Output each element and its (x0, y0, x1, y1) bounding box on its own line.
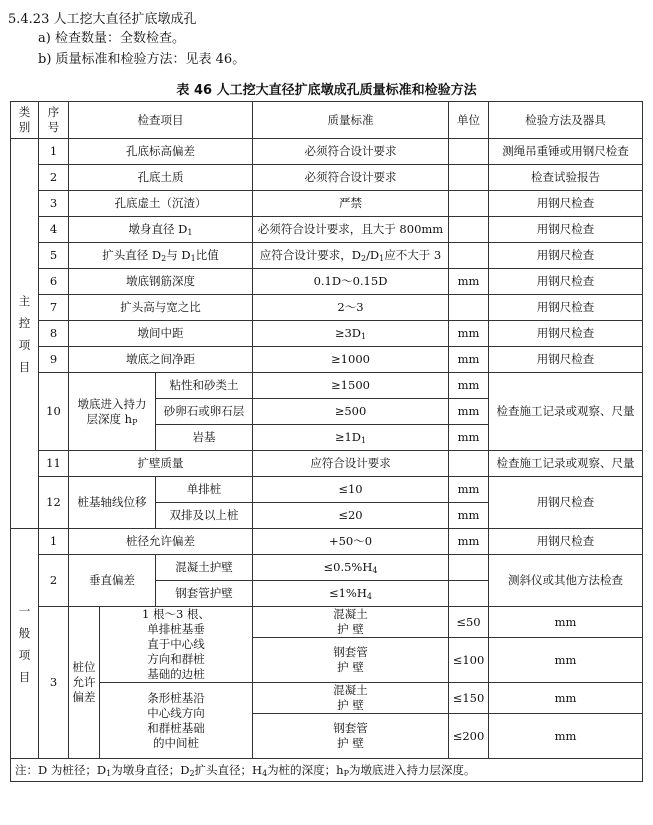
sub-item-cell: 混凝土 护 壁 (253, 683, 449, 714)
method-cell: 检查试验报告 (489, 165, 643, 191)
unit-cell: mm (449, 477, 489, 503)
unit-cell: mm (489, 607, 643, 638)
subscript: 4 (366, 592, 372, 601)
note-text: 注：D 为桩径；D (15, 762, 107, 777)
table-header-row (11, 102, 643, 139)
method-cell: 用钢尺检查 (489, 269, 643, 295)
method-cell: 用钢尺检查 (489, 347, 643, 373)
standard-cell: 必须符合设计要求 (253, 165, 449, 191)
unit-cell (449, 581, 489, 607)
subscript: P (343, 768, 349, 778)
note-text: 扩头直径；H (194, 762, 263, 777)
standard-cell: 必须符合设计要求，且大于 800mm (253, 217, 449, 243)
method-cell: 检查施工记录或观察、尺量 (489, 451, 643, 477)
item-text: 扩头直径 D (102, 248, 162, 262)
method-cell: 测绳吊重锤或用钢尺检查 (489, 139, 643, 165)
table-row (11, 451, 643, 477)
standard-cell: ≤20 (253, 503, 449, 529)
table-row (11, 295, 643, 321)
item-cell (69, 243, 253, 269)
unit-cell (449, 139, 489, 165)
item-cell: 扩壁质量 (69, 451, 253, 477)
item-text: 与 D (166, 248, 191, 262)
note-text: 为墩身直径；D (111, 762, 190, 777)
method-cell: 用钢尺检查 (489, 321, 643, 347)
standard-text: ≥3D (334, 326, 362, 340)
item-cell (69, 373, 156, 451)
sub-item-cell: 钢套管护壁 (156, 581, 253, 607)
seq-cell: 7 (39, 295, 69, 321)
table-note (11, 759, 643, 782)
method-cell: 测斜仪或其他方法检查 (489, 555, 643, 607)
seq-cell: 1 (39, 529, 69, 555)
table-row (11, 139, 643, 165)
unit-cell: mm (489, 683, 643, 714)
unit-cell: mm (449, 269, 489, 295)
standard-cell: 应符合设计要求 (253, 451, 449, 477)
subscript: 1 (190, 254, 196, 263)
seq-cell: 5 (39, 243, 69, 269)
category-general: 一 般 项 目 (11, 529, 39, 759)
standard-cell (253, 321, 449, 347)
standard-cell: ≤200 (449, 714, 489, 759)
unit-cell: mm (449, 529, 489, 555)
item-cell: 孔底虚土（沉渣） (69, 191, 253, 217)
sub-item-cell: 砂卵石或卵石层 (156, 399, 253, 425)
item-text: 墩底进入持力 层深度 h (77, 396, 147, 426)
standard-cell (253, 581, 449, 607)
seq-cell: 9 (39, 347, 69, 373)
standard-cell: ≥500 (253, 399, 449, 425)
subscript: 1 (106, 768, 112, 778)
standard-cell (253, 555, 449, 581)
item-cell: 桩基轴线位移 (69, 477, 156, 529)
header-standard: 质量标准 (253, 102, 449, 139)
unit-cell: mm (449, 347, 489, 373)
section-heading: 5.4.23 人工挖大直径扩底墩成孔 (8, 12, 197, 27)
unit-cell: mm (449, 425, 489, 451)
unit-cell (449, 191, 489, 217)
unit-cell (449, 217, 489, 243)
seq-cell: 6 (39, 269, 69, 295)
method-cell: 用钢尺检查 (489, 217, 643, 243)
seq-cell: 10 (39, 373, 69, 451)
unit-cell (449, 555, 489, 581)
sub-item-cell: 岩基 (156, 425, 253, 451)
note-text: 为桩的深度；h (267, 762, 344, 777)
table-note-row (11, 759, 643, 782)
header-seq: 序 号 (39, 102, 69, 139)
sub-item-cell: 粘性和砂类土 (156, 373, 253, 399)
seq-cell: 4 (39, 217, 69, 243)
quality-standard-table (10, 101, 643, 782)
quality-standard-reference: b) 质量标准和检验方法：见表 46。 (38, 52, 246, 67)
header-unit: 单位 (449, 102, 489, 139)
standard-cell: ≤50 (449, 607, 489, 638)
unit-cell (449, 295, 489, 321)
method-cell: 用钢尺检查 (489, 295, 643, 321)
unit-cell: mm (449, 373, 489, 399)
sub-item-cell: 混凝土 护 壁 (253, 607, 449, 638)
subscript: 1 (361, 436, 367, 445)
item-cell: 墩底钢筋深度 (69, 269, 253, 295)
seq-cell: 8 (39, 321, 69, 347)
standard-text: 应不大于 3 (384, 248, 442, 262)
standard-cell: +50～0 (253, 529, 449, 555)
seq-cell: 12 (39, 477, 69, 529)
standard-cell (253, 425, 449, 451)
sub-item-cell: 钢套管 护 壁 (253, 714, 449, 759)
header-category: 类 别 (11, 102, 39, 139)
standard-text: 应符合设计要求，D (259, 248, 361, 262)
subscript: 1 (379, 254, 385, 263)
method-cell: 检查施工记录或观察、尺量 (489, 373, 643, 451)
standard-cell (253, 243, 449, 269)
table-row (11, 321, 643, 347)
note-text: 为墩底进入持力层深度。 (348, 762, 476, 777)
unit-cell (449, 243, 489, 269)
method-cell: 用钢尺检查 (489, 477, 643, 529)
standard-cell: ≥1000 (253, 347, 449, 373)
item-cell: 墩底之间净距 (69, 347, 253, 373)
item-cell: 桩径允许偏差 (69, 529, 253, 555)
unit-cell (449, 451, 489, 477)
subscript: 1 (361, 332, 367, 341)
subscript: 2 (189, 768, 195, 778)
method-cell: 用钢尺检查 (489, 529, 643, 555)
sub-item-cell: 混凝土护壁 (156, 555, 253, 581)
unit-cell: mm (489, 714, 643, 759)
unit-cell: mm (449, 399, 489, 425)
item-cell: 垂直偏差 (69, 555, 156, 607)
subscript: 2 (161, 254, 167, 263)
seq-cell: 11 (39, 451, 69, 477)
unit-cell: mm (489, 638, 643, 683)
sub-item-cell: 双排及以上桩 (156, 503, 253, 529)
unit-cell (449, 165, 489, 191)
standard-cell: 0.1D～0.15D (253, 269, 449, 295)
standard-cell: 严禁 (253, 191, 449, 217)
sub-item-cell: 单排桩 (156, 477, 253, 503)
item-cell (69, 217, 253, 243)
item-cell: 墩间中距 (69, 321, 253, 347)
method-cell: 用钢尺检查 (489, 243, 643, 269)
standard-cell: ≤10 (253, 477, 449, 503)
subscript: 4 (262, 768, 268, 778)
standard-text: ≤1%H (328, 586, 367, 600)
subscript: 1 (187, 228, 193, 237)
standard-cell: ≤150 (449, 683, 489, 714)
seq-cell: 2 (39, 555, 69, 607)
standard-cell: ≥1500 (253, 373, 449, 399)
table-row (11, 477, 643, 503)
item-cell: 孔底标高偏差 (69, 139, 253, 165)
table-row (11, 347, 643, 373)
table-caption: 表 46 人工挖大直径扩底墩成孔质量标准和检验方法 (176, 83, 477, 98)
standard-text: ≤0.5%H (323, 560, 373, 574)
seq-cell: 3 (39, 191, 69, 217)
unit-cell: mm (449, 503, 489, 529)
standard-cell: ≤100 (449, 638, 489, 683)
subscript: 4 (372, 566, 378, 575)
category-main-control: 主 控 项 目 (11, 139, 39, 529)
table-row (11, 243, 643, 269)
header-method: 检验方法及器具 (489, 102, 643, 139)
seq-cell: 1 (39, 139, 69, 165)
subscript: 2 (360, 254, 367, 263)
table-row (11, 529, 643, 555)
table-row (11, 165, 643, 191)
table-row (11, 373, 643, 399)
unit-cell: mm (449, 321, 489, 347)
table-row (11, 269, 643, 295)
standard-text: ≥1D (334, 430, 362, 444)
sub-group-cell: 条形桩基沿 中心线方向 和群桩基础 的中间桩 (100, 683, 253, 759)
seq-cell: 2 (39, 165, 69, 191)
item-cell: 桩位 允许 偏差 (69, 607, 100, 759)
standard-text: /D (366, 248, 380, 262)
sub-group-cell: 1 根～3 根、 单排桩基垂 直于中心线 方向和群桩 基础的边桩 (100, 607, 253, 683)
table-row (11, 191, 643, 217)
inspection-quantity: a) 检查数量：全数检查。 (38, 31, 185, 46)
table-row (11, 555, 643, 581)
table-row (11, 217, 643, 243)
subscript: P (132, 417, 138, 427)
item-text: 比值 (195, 248, 219, 262)
standard-cell: 2～3 (253, 295, 449, 321)
method-cell: 用钢尺检查 (489, 191, 643, 217)
item-text: 墩身直径 D (128, 222, 188, 236)
standard-cell: 必须符合设计要求 (253, 139, 449, 165)
header-item: 检查项目 (69, 102, 253, 139)
item-cell: 孔底土质 (69, 165, 253, 191)
item-cell: 扩头高与宽之比 (69, 295, 253, 321)
seq-cell: 3 (39, 607, 69, 759)
sub-item-cell: 钢套管 护 壁 (253, 638, 449, 683)
